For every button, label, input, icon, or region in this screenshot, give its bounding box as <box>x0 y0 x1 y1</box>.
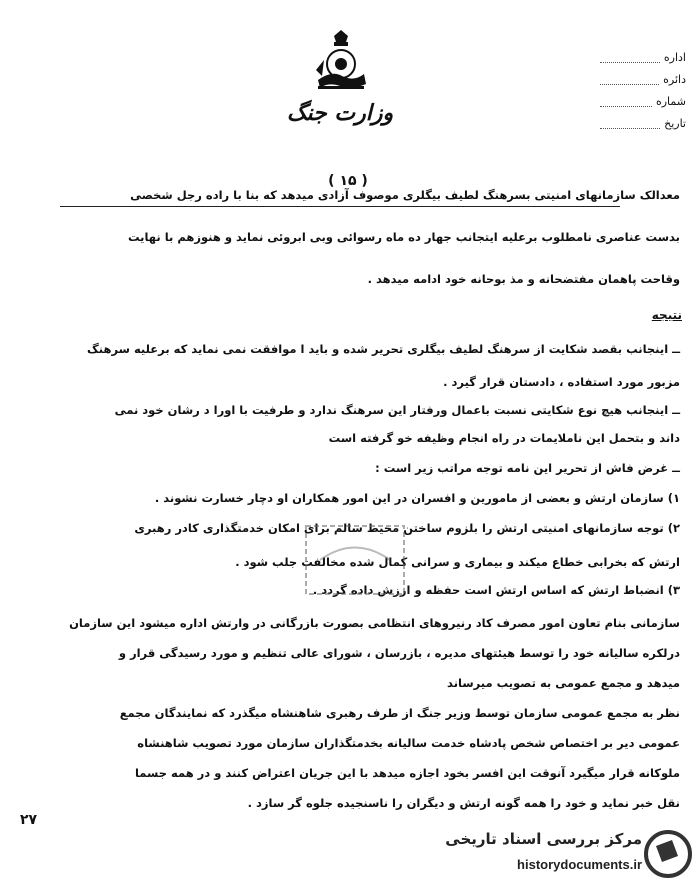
paragraph-4-line: عمومی دیر بر اختصاص شخص پادشاه خدمت سالیانه بخدمتگذاران سازمان مورد تصویب شاهنشاه <box>137 736 680 750</box>
paragraph-1-line: وقاحت پاهمان مفتضحانه و مذ بوحانه خود ادامه میدهد . <box>367 272 680 286</box>
item-line: ۲) توجه سازمانهای امنیتی ارتش را بلزوم ساختن محیط سالم برای امکان خدمتگذاری کادر رهبری <box>134 521 680 535</box>
paragraph-3-line: درلکره سالیانه خود را توسط هیئتهای مدیره ، بازرسان ، شورای عالی تنظیم و مورد رسیدگی قرار و <box>118 646 680 660</box>
paragraph-2-line: ــ غرض فاش از تحریر این نامه توجه مراتب زیر است : <box>375 461 680 475</box>
field-date: تاریخ <box>600 112 686 134</box>
paragraph-2-line: مزبور مورد استفاده ، دادستان قرار گیرد . <box>443 375 680 389</box>
field-department: دائره <box>600 68 686 90</box>
paragraph-3-line: سازمانی بنام تعاون امور مصرف کاد رنیروهای انتظامی بصورت بازرگانی در وارتش اداره میشود این سازمان <box>69 616 680 630</box>
paragraph-4-line: نظر به مجمع عمومی سازمان توسط وزیر جنگ از طرف رهبری شاهنشاه میگذرد که نمایندگان مجمع <box>119 706 680 720</box>
watermark-url: historydocuments.ir <box>517 857 642 872</box>
paragraph-4-line: نقل خبر نماید و خود را همه گونه ارتش و دیگران را ناسنجیده جلوه گر سازد . <box>247 796 680 810</box>
field-number: شماره <box>600 90 686 112</box>
paragraph-2-line: ــ اینجانب بقصد شکایت از سرهنگ لطیف بیگلری تحریر شده و باید ا موافقت نمی نماید که برعلیه سرهنگ <box>87 342 680 356</box>
field-office: اداره <box>600 46 686 68</box>
paragraph-1-line: بدست عناصری نامطلوب برعلیه ایتجانب جهار ده ماه رسوائی وبی ابروئی نماید و هنوزهم با نهایت <box>127 230 680 244</box>
stamp-mark-icon <box>300 520 410 600</box>
lion-and-sun-emblem-icon <box>312 30 370 92</box>
paragraph-2-line: داند و بتحمل این ناملایمات در راه انجام وظیفه خو گرفته است <box>328 431 680 445</box>
page-number: ( ۱۵ ) <box>328 173 368 189</box>
watermark-title: مرکز بررسی اسناد تاریخی <box>445 830 642 848</box>
item-line: ارتش که بخرابی خطاع میکند و بیماری و سرانی کمال شده مخالفت جلب شود . <box>235 555 680 569</box>
paragraph-3-line: میدهد و مجمع عمومی به تصویب میرساند <box>447 676 680 690</box>
paragraph-1-line: معدالک سازمانهای امنیتی بسرهنگ لطیف بیگلری موصوف آزادی میدهد که بنا با راده رجل شخصی <box>130 188 680 202</box>
item-line: ۳) انضباط ارتش که اساس ارتش است حفظه و ارزش داده گردد . <box>312 583 680 597</box>
ministry-title: وزارت جنگ <box>286 100 394 126</box>
page-mark: ۲۷ <box>20 812 38 828</box>
underline <box>60 206 620 207</box>
paragraph-2-line: ــ اینجانب هیچ نوع شکایتی نسبت باعمال ورفتار این سرهنگ ندارد و طرفیت با اورا د رشان خود نمی <box>114 403 680 417</box>
paragraph-4-line: ملوکانه قرار میگیرد آنوقت این افسر بخود اجازه میدهد با این جریان اعتراض کنند و در همه جسما <box>134 766 680 780</box>
result-label: نتیجه <box>651 308 682 322</box>
header-fields <box>600 46 686 134</box>
item-line: ۱) سازمان ارتش و بعضی از مامورین و افسران در این امور همکاران او دچار خسارت نشوند . <box>154 491 680 505</box>
